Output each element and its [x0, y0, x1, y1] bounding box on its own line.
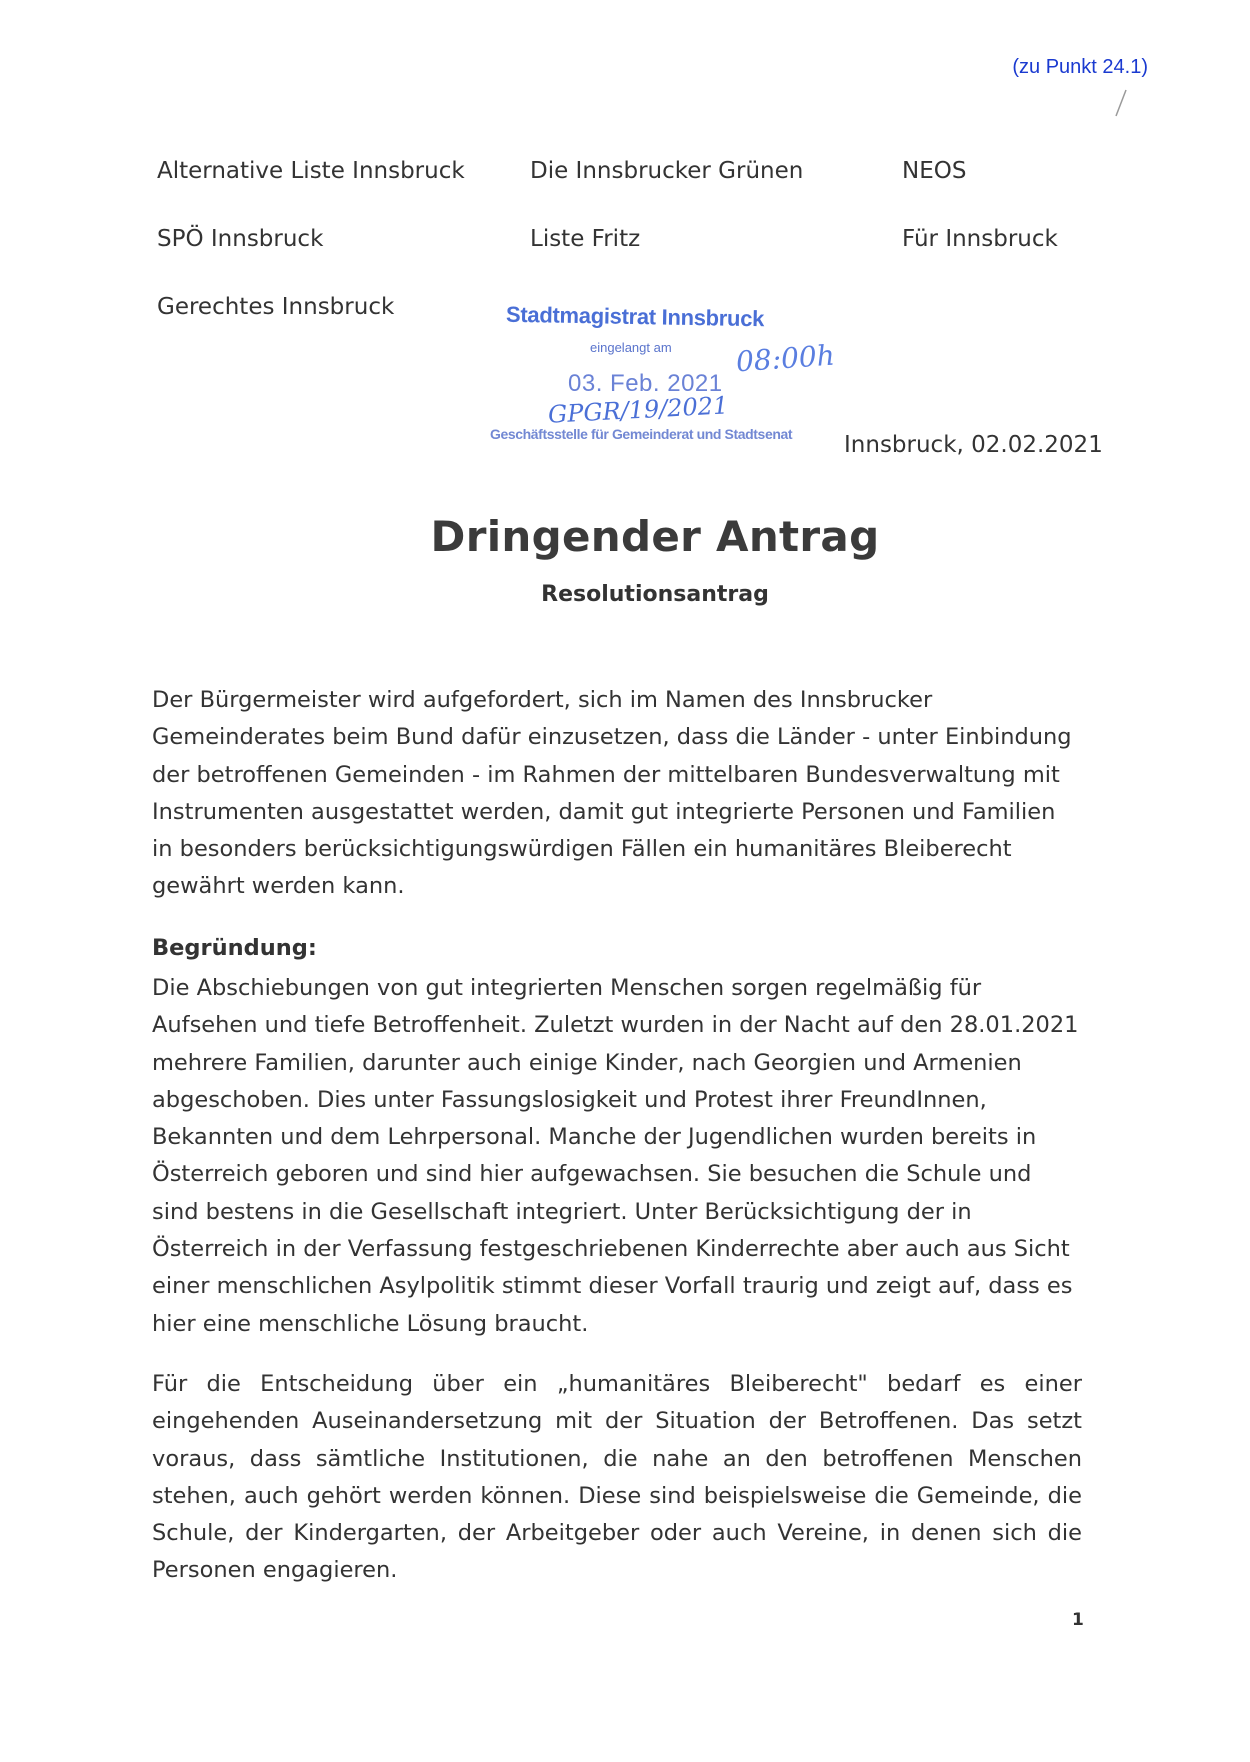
- reference-note: (zu Punkt 24.1): [1012, 56, 1148, 78]
- party-gruene: Die Innsbrucker Grünen: [530, 158, 804, 184]
- party-spoe: SPÖ Innsbruck: [157, 226, 324, 252]
- stamp-received-label: eingelangt am: [590, 340, 672, 355]
- justification-heading: Begründung:: [152, 935, 317, 961]
- stamp-office: Geschäftsstelle für Gemeinderat und Stadtsenat: [490, 426, 793, 442]
- place-date: Innsbruck, 02.02.2021: [844, 432, 1103, 458]
- receipt-stamp: [486, 300, 836, 460]
- page-number: 1: [1072, 1610, 1084, 1630]
- stamp-organization: Stadtmagistrat Innsbruck: [505, 301, 765, 332]
- party-neos: NEOS: [902, 158, 967, 184]
- stamp-time: 08:00h: [734, 338, 836, 379]
- party-fuer-innsbruck: Für Innsbruck: [902, 226, 1058, 252]
- party-alternative-liste: Alternative Liste Innsbruck: [157, 158, 465, 184]
- pencil-mark: [1110, 88, 1130, 118]
- stamp-date: 03. Feb. 2021: [568, 370, 723, 397]
- document-subtitle: Resolutionsantrag: [541, 582, 769, 607]
- decision-paragraph: Für die Entscheidung über ein „humanitäres Bleiberecht" bedarf es einer eingehenden Auseinandersetzung mit der Situation der Betroffenen. Das setzt voraus, dass sämtliche Institutionen, die nahe an den betroffenen Menschen stehen, auch gehört werden können. Diese sind beispielsweise die Gemeinde, die Schule, der Kindergarten, der Arbeitgeber oder auch Vereine, in denen sich die Personen engagieren.: [152, 1371, 1082, 1584]
- justification-paragraph: Die Abschiebungen von gut integrierten Menschen sorgen regelmäßig für Aufsehen und tiefe Betroffenheit. Zuletzt wurden in der Nacht auf den 28.01.2021 mehrere Familien, darunter auch einige Kinder, nach Georgien und Armenien abgeschoben. Dies unter Fassungslosigkeit und Protest ihrer FreundInnen, Bekannten und dem Lehrpersonal. Manche der Jugendlichen wurden bereits in Österreich geboren und sind hier aufgewachsen. Sie besuchen die Schule und sind bestens in die Gesellschaft integriert. Unter Berücksichtigung der in Österreich in der Verfassung festgeschriebenen Kinderrechte aber auch aus Sicht einer menschlichen Asylpolitik stimmt dieser Vorfall traurig und zeigt auf, dass es hier eine menschliche Lösung braucht.: [152, 975, 1079, 1337]
- document-title: Dringender Antrag: [430, 512, 880, 561]
- motion-paragraph: Der Bürgermeister wird aufgefordert, sich im Namen des Innsbrucker Gemeinderates beim Bund dafür einzusetzen, dass die Länder - unter Einbindung der betroffenen Gemeinden - im Rahmen der mittelbaren Bundesverwaltung mit Instrumenten ausgestattet werden, damit gut integrierte Personen und Familien in besonders berücksichtigungswürdigen Fällen ein humanitäres Bleiberecht gewährt werden kann.: [152, 687, 1072, 900]
- party-gerechtes: Gerechtes Innsbruck: [157, 294, 395, 320]
- party-liste-fritz: Liste Fritz: [530, 226, 641, 252]
- stamp-reference: GPGR/19/2021: [547, 391, 729, 429]
